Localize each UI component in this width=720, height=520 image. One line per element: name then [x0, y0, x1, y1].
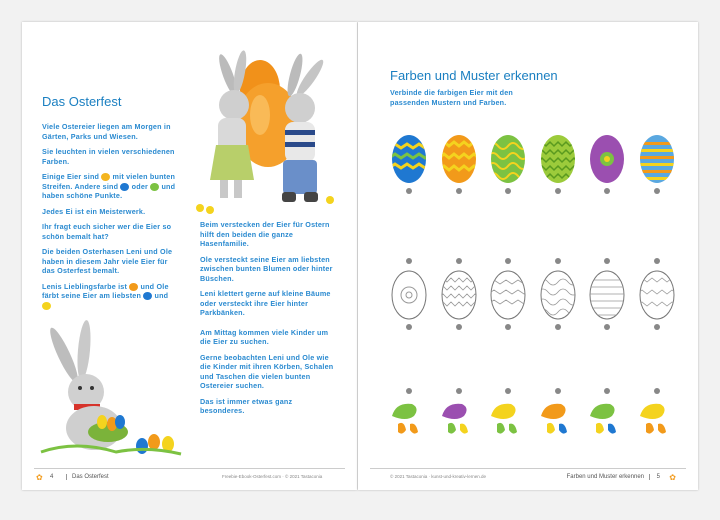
connect-dot[interactable]: [654, 258, 660, 264]
egg-item[interactable]: [487, 258, 529, 330]
page-title-left: Das Osterfest: [42, 94, 122, 109]
paragraph: Die beiden Osterhasen Leni und Ole haben in diesem Jahr viele Eier für das Osterfest bemalt.: [42, 247, 173, 275]
egg-purple-flower-icon: [587, 132, 627, 184]
bunny-with-basket-illustration: [36, 320, 186, 460]
egg-green-waves-icon: [488, 132, 528, 184]
text-span: und Ole färbt seine Eier am liebsten: [42, 281, 169, 300]
blue-blot-icon: [120, 183, 129, 191]
connect-dot[interactable]: [555, 388, 561, 394]
left-page: [22, 22, 357, 490]
connect-dot[interactable]: [555, 188, 561, 194]
paragraph: Gerne beobachten Leni und Ole wie die Kinder mit ihren Körben, Schalen und Taschen die vielen bunten Ostereier suchen.: [200, 352, 334, 390]
connect-dot[interactable]: [604, 188, 610, 194]
connect-dot[interactable]: [505, 388, 511, 394]
splash-item[interactable]: [537, 388, 579, 442]
page-title-right: Farben und Muster erkennen: [390, 68, 558, 83]
connect-dot[interactable]: [654, 188, 660, 194]
paragraph: Jedes Ei ist ein Meisterwerk.: [42, 206, 146, 216]
connect-dot[interactable]: [456, 388, 462, 394]
connect-dot[interactable]: [654, 324, 660, 330]
connect-dot[interactable]: [505, 324, 511, 330]
splash-item[interactable]: [388, 388, 430, 442]
egg-orange-zigzag-icon: [439, 132, 479, 184]
egg-item[interactable]: [636, 132, 678, 194]
connect-dot[interactable]: [406, 188, 412, 194]
egg-lime-zigzag-icon: [538, 132, 578, 184]
left-footer: [22, 468, 357, 490]
splash-purple-green-icon: [438, 398, 480, 442]
egg-item[interactable]: [586, 258, 628, 330]
splash-yellow-green-icon: [487, 398, 529, 442]
egg-item[interactable]: [636, 258, 678, 330]
splash-item[interactable]: [586, 388, 628, 442]
page-number: 5: [656, 474, 660, 480]
paragraph: [42, 282, 177, 311]
paragraph: Viele Ostereier liegen am Morgen in Gärten, Parks und Wiesen.: [42, 122, 171, 141]
splash-green-orange-icon: [388, 398, 430, 442]
footer-logo-icon: ✿: [669, 473, 676, 482]
egg-outline-zigzag-icon: [488, 268, 528, 320]
footer-section: Das Osterfest: [66, 474, 109, 480]
egg-item[interactable]: [438, 258, 480, 330]
egg-outline-big-zigzag-icon: [637, 268, 677, 320]
connect-dot[interactable]: [505, 188, 511, 194]
footer-section: Farben und Muster erkennen: [567, 474, 650, 480]
green-blot-icon: [150, 183, 159, 191]
color-splashes-row: [388, 388, 678, 442]
splash-item[interactable]: [438, 388, 480, 442]
paragraph: Sie leuchten in vielen verschiedenen Farben.: [42, 147, 175, 166]
connect-dot[interactable]: [456, 258, 462, 264]
page-number: 4: [50, 474, 54, 480]
footer-logo-icon: ✿: [36, 473, 43, 482]
connect-dot[interactable]: [456, 188, 462, 194]
text-span: und: [154, 291, 169, 300]
instruction-text: Verbinde die farbigen Eier mit den passenden Mustern und Farben.: [390, 88, 514, 107]
egg-blue-zigzag-icon: [389, 132, 429, 184]
bunnies-with-egg-illustration: [190, 50, 340, 220]
footer-credit: Freebie-Ebook-Osterfest.com · © 2021 Tastaconia: [222, 474, 323, 479]
egg-item[interactable]: [388, 258, 430, 330]
egg-item[interactable]: [586, 132, 628, 194]
egg-item[interactable]: [537, 258, 579, 330]
connect-dot[interactable]: [604, 324, 610, 330]
outline-eggs-row: [388, 258, 678, 330]
egg-item[interactable]: [388, 132, 430, 194]
connect-dot[interactable]: [456, 324, 462, 330]
egg-item[interactable]: [537, 132, 579, 194]
egg-outline-fine-zigzag-icon: [439, 268, 479, 320]
connect-dot[interactable]: [604, 388, 610, 394]
splash-yellow-orange-icon: [636, 398, 678, 442]
egg-item[interactable]: [438, 132, 480, 194]
paragraph: Leni klettert gerne auf kleine Bäume oder versteckt ihre Eier hinter Parkbänken.: [200, 289, 331, 317]
yellow-blot-icon: [42, 302, 51, 310]
paragraph: Beim verstecken der Eier für Ostern hilft den beiden die ganze Hasenfamilie.: [200, 220, 330, 248]
orange-blot-icon: [129, 283, 138, 291]
paragraph: [42, 172, 177, 201]
colored-eggs-row: [388, 132, 678, 194]
paragraph: Am Mittag kommen viele Kinder um die Eier zu suchen.: [200, 327, 329, 346]
splash-green-blue-icon: [586, 398, 628, 442]
egg-blue-stripes-icon: [637, 132, 677, 184]
connect-dot[interactable]: [406, 388, 412, 394]
connect-dot[interactable]: [654, 388, 660, 394]
paragraph: Ihr fragt euch sicher wer die Eier so schön bemalt hat?: [42, 222, 172, 241]
text-span: und haben schöne Punkte.: [42, 181, 176, 200]
text-span: oder: [131, 181, 149, 191]
paragraph: Ole versteckt seine Eier am liebsten zwischen bunten Blumen oder hinter Büschen.: [200, 254, 333, 283]
egg-outline-stripes-icon: [587, 268, 627, 320]
right-text-column: [200, 220, 335, 422]
connect-dot[interactable]: [406, 324, 412, 330]
text-span: mit vielen bunten Streifen. Andere sind: [42, 172, 176, 191]
egg-outline-waves-icon: [538, 268, 578, 320]
left-text-column: [42, 122, 177, 316]
connect-dot[interactable]: [406, 258, 412, 264]
egg-item[interactable]: [487, 132, 529, 194]
blue-blot-icon: [143, 292, 152, 300]
connect-dot[interactable]: [555, 324, 561, 330]
right-footer: [358, 468, 698, 490]
splash-orange-yellow-icon: [537, 398, 579, 442]
paragraph: Das ist immer etwas ganz besonderes.: [200, 396, 293, 415]
text-span: Einige Eier sind: [42, 172, 100, 181]
egg-outline-flower-icon: [389, 268, 429, 320]
right-page: [358, 22, 698, 490]
connect-dot[interactable]: [555, 258, 561, 264]
yellow-blot-icon: [101, 173, 110, 181]
text-span: Lenis Lieblingsfarbe ist: [42, 281, 128, 291]
splash-item[interactable]: [487, 388, 529, 442]
connect-dot[interactable]: [604, 258, 610, 264]
splash-item[interactable]: [636, 388, 678, 442]
footer-credit: © 2021 Tastaconia · kunst-und-kreativ-lernen.de: [390, 474, 487, 479]
connect-dot[interactable]: [505, 258, 511, 264]
